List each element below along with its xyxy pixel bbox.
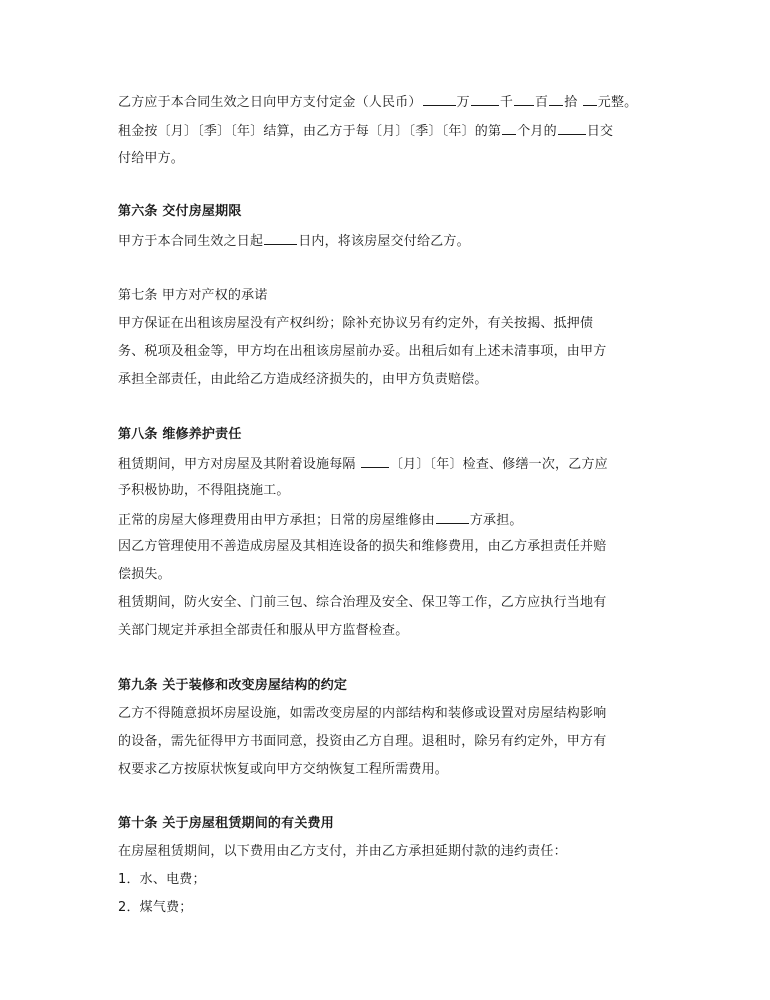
text-segment: 万 xyxy=(456,95,470,110)
paragraph-line: 予积极协助，不得阻挠施工。 xyxy=(118,483,290,498)
list-item: 1．水、电费； xyxy=(118,872,206,887)
list-item: 2．煤气费； xyxy=(118,900,193,915)
paragraph-line: 付给甲方。 xyxy=(118,151,185,166)
blank-field xyxy=(471,92,499,106)
text-segment: 日交 xyxy=(586,124,614,139)
section-heading: 第六条 交付房屋期限 xyxy=(118,204,242,219)
text-segment: 元整。 xyxy=(597,95,638,110)
blank-field xyxy=(558,121,586,135)
blank-field xyxy=(583,92,597,106)
text-segment: 租金按〔月〕〔季〕〔年〕结算，由乙方于每〔月〕〔季〕〔年〕的第 xyxy=(118,124,502,139)
text-segment: 甲方于本合同生效之日起 xyxy=(118,234,264,249)
text-segment: 〔月〕〔年〕检查、修缮一次，乙方应 xyxy=(389,457,608,472)
paragraph-line: 因乙方管理使用不善造成房屋及其相连设备的损失和维修费用，由乙方承担责任并赔 xyxy=(118,539,607,554)
paragraph-line: 在房屋租赁期间，以下费用由乙方支付，并由乙方承担延期付款的违约责任： xyxy=(118,844,567,859)
text-segment: 日内，将该房屋交付给乙方。 xyxy=(298,234,470,249)
text-segment: 百 xyxy=(535,95,549,110)
text-segment: 方承担。 xyxy=(469,513,523,528)
text-segment: 千 xyxy=(499,95,514,110)
blank-field xyxy=(361,454,389,468)
deposit-clause-line xyxy=(118,92,637,112)
section-heading: 第十条 关于房屋租赁期间的有关费用 xyxy=(118,816,334,831)
text-segment: 拾 xyxy=(564,95,578,110)
paragraph-line: 权要求乙方按原状恢复或向甲方交纳恢复工程所需费用。 xyxy=(118,762,449,777)
paragraph-line: 租赁期间，防火安全、门前三包、综合治理及安全、保卫等工作，乙方应执行当地有 xyxy=(118,595,607,610)
section-heading: 第八条 维修养护责任 xyxy=(118,427,242,442)
paragraph-line: 乙方不得随意损坏房屋设施，如需改变房屋的内部结构和装修或设置对房屋结构影响 xyxy=(118,706,607,721)
blank-field xyxy=(423,92,456,106)
blank-field xyxy=(514,92,534,106)
blank-field xyxy=(264,231,297,245)
paragraph-line: 甲方保证在出租该房屋没有产权纠纷；除补充协议另有约定外，有关按揭、抵押债 xyxy=(118,316,594,331)
paragraph-line: 的设备，需先征得甲方书面同意，投资由乙方自理。退租时，除另有约定外，甲方有 xyxy=(118,734,607,749)
section-heading: 第七条 甲方对产权的承诺 xyxy=(118,288,268,303)
paragraph-line: 偿损失。 xyxy=(118,567,171,582)
delivery-clause-line xyxy=(118,231,470,251)
paragraph-line: 关部门规定并承担全部责任和服从甲方监督检查。 xyxy=(118,623,409,638)
repair-clause-line xyxy=(118,510,523,530)
paragraph-line: 务、税项及租金等，甲方均在出租该房屋前办妥。出租后如有上述未清事项，由甲方 xyxy=(118,344,607,359)
blank-field xyxy=(436,510,469,524)
paragraph-line: 承担全部责任，由此给乙方造成经济损失的，由甲方负责赔偿。 xyxy=(118,372,488,387)
text-segment: 租赁期间，甲方对房屋及其附着设施每隔 xyxy=(118,457,356,472)
rent-settlement-line xyxy=(118,121,613,141)
blank-field xyxy=(549,92,563,106)
blank-field xyxy=(502,121,516,135)
text-segment: 正常的房屋大修理费用由甲方承担；日常的房屋维修由 xyxy=(118,513,435,528)
text-segment: 个月的 xyxy=(517,124,557,139)
section-heading: 第九条 关于装修和改变房屋结构的约定 xyxy=(118,678,348,693)
maintenance-clause-line xyxy=(118,454,608,474)
text-segment: 乙方应于本合同生效之日向甲方支付定金（人民币） xyxy=(118,95,422,110)
